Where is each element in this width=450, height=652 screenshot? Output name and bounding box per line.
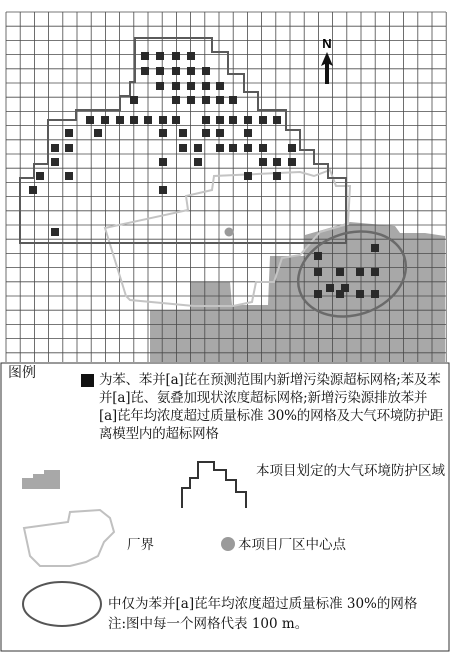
exceedance-grid-marker: [172, 52, 180, 60]
exceedance-grid-marker: [51, 228, 59, 236]
exceedance-grid-marker: [229, 96, 237, 104]
exceedance-grid-marker: [141, 52, 149, 60]
exceedance-grid-marker: [288, 144, 296, 152]
legend-square-icon: [81, 374, 94, 387]
legend-boundary-description: 本项目划定的大气环境防护区域: [256, 463, 445, 479]
exceedance-grid-marker: [65, 172, 73, 180]
exceedance-grid-marker: [229, 144, 237, 152]
exceedance-grid-marker: [216, 82, 224, 90]
exceedance-grid-marker: [314, 252, 322, 260]
exceedance-grid-marker: [336, 268, 344, 276]
exceedance-grid-marker: [216, 144, 224, 152]
exceedance-grid-marker: [156, 82, 164, 90]
legend-square-description: 为苯、苯并[a]芘在预测范围内新增污染源超标网格;苯及苯并[a]芘、氨叠加现状浓度超标网格;新增污染源排放苯并[a]芘年均浓度超过质量标准 30%的网格及大气环境防护距离模型内的超标网格: [99, 372, 444, 442]
exceedance-grid-marker: [116, 116, 124, 124]
north-arrow: [321, 36, 333, 84]
exceedance-grid-marker: [314, 290, 322, 298]
legend-factory-icon: [24, 510, 114, 566]
exceedance-grid-marker: [101, 116, 109, 124]
exceedance-grid-marker: [130, 96, 138, 104]
exceedance-grid-marker: [194, 158, 202, 166]
exceedance-grid-marker: [356, 290, 364, 298]
exceedance-grid-marker: [229, 116, 237, 124]
exceedance-grid-marker: [51, 144, 59, 152]
exceedance-grid-marker: [179, 129, 187, 137]
exceedance-grid-marker: [259, 158, 267, 166]
exceedance-grid-marker: [259, 144, 267, 152]
legend-ellipse-icon: [23, 582, 101, 626]
exceedance-grid-marker: [326, 284, 334, 292]
exceedance-grid-marker: [156, 52, 164, 60]
exceedance-grid-marker: [216, 116, 224, 124]
exceedance-grid-marker: [273, 158, 281, 166]
legend-center-point-icon: [221, 537, 235, 551]
exceedance-grid-marker: [202, 129, 210, 137]
legend-center-description: 本项目厂区中心点: [238, 537, 346, 553]
exceedance-grid-marker: [130, 116, 138, 124]
exceedance-grid-marker: [94, 129, 102, 137]
legend-title: 图例: [8, 365, 36, 381]
exceedance-grid-marker: [172, 96, 180, 104]
exceedance-grid-marker: [172, 116, 180, 124]
exceedance-grid-marker: [187, 52, 195, 60]
legend-boundary-icon: [182, 462, 246, 508]
exceedance-grid-marker: [65, 129, 73, 137]
exceedance-grid-marker: [187, 96, 195, 104]
exceedance-grid-marker: [159, 129, 167, 137]
north-label: N: [322, 36, 332, 51]
exceedance-grid-marker: [371, 268, 379, 276]
exceedance-grid-marker: [86, 116, 94, 124]
exceedance-grid-marker: [202, 67, 210, 75]
exceedance-grid-marker: [244, 129, 252, 137]
exceedance-grid-marker: [202, 82, 210, 90]
exceedance-grid-marker: [172, 67, 180, 75]
exceedance-grid-marker: [159, 158, 167, 166]
legend-ellipse-description: 中仅为苯并[a]芘年均浓度超过质量标准 30%的网格: [108, 596, 418, 612]
exceedance-grid-marker: [156, 67, 164, 75]
exceedance-grid-marker: [179, 144, 187, 152]
exceedance-grid-marker: [202, 96, 210, 104]
exceedance-grid-marker: [187, 67, 195, 75]
exceedance-grid-marker: [172, 82, 180, 90]
legend-gray-area-icon: [22, 470, 60, 489]
exceedance-grid-marker: [314, 268, 322, 276]
exceedance-grid-marker: [29, 186, 37, 194]
exceedance-grid-marker: [288, 158, 296, 166]
exceedance-grid-marker: [51, 158, 59, 166]
exceedance-grid-marker: [244, 172, 252, 180]
exceedance-grid-marker: [356, 268, 364, 276]
factory-center-point: [225, 228, 234, 237]
exceedance-grid-marker: [159, 186, 167, 194]
legend-factory-description: 厂界: [127, 537, 154, 553]
exceedance-grid-marker: [336, 290, 344, 298]
exceedance-grid-marker: [202, 116, 210, 124]
exceedance-grid-marker: [371, 290, 379, 298]
exceedance-grid-marker: [141, 67, 149, 75]
exceedance-grid-marker: [273, 172, 281, 180]
exceedance-grid-marker: [244, 144, 252, 152]
north-arrow-icon: [321, 52, 333, 84]
legend-note: 注:图中每一个网格代表 100 m。: [108, 616, 309, 632]
exceedance-grid-marker: [159, 116, 167, 124]
exceedance-grid-marker: [194, 144, 202, 152]
exceedance-grid-marker: [65, 144, 73, 152]
exceedance-grid-marker: [216, 129, 224, 137]
exceedance-grid-marker: [244, 116, 252, 124]
exceedance-grid-marker: [187, 82, 195, 90]
exceedance-grid-marker: [216, 96, 224, 104]
exceedance-grid-marker: [273, 116, 281, 124]
exceedance-grid-marker: [371, 244, 379, 252]
exceedance-grid-marker: [144, 116, 152, 124]
exceedance-grid-marker: [259, 116, 267, 124]
exceedance-grid-marker: [36, 172, 44, 180]
